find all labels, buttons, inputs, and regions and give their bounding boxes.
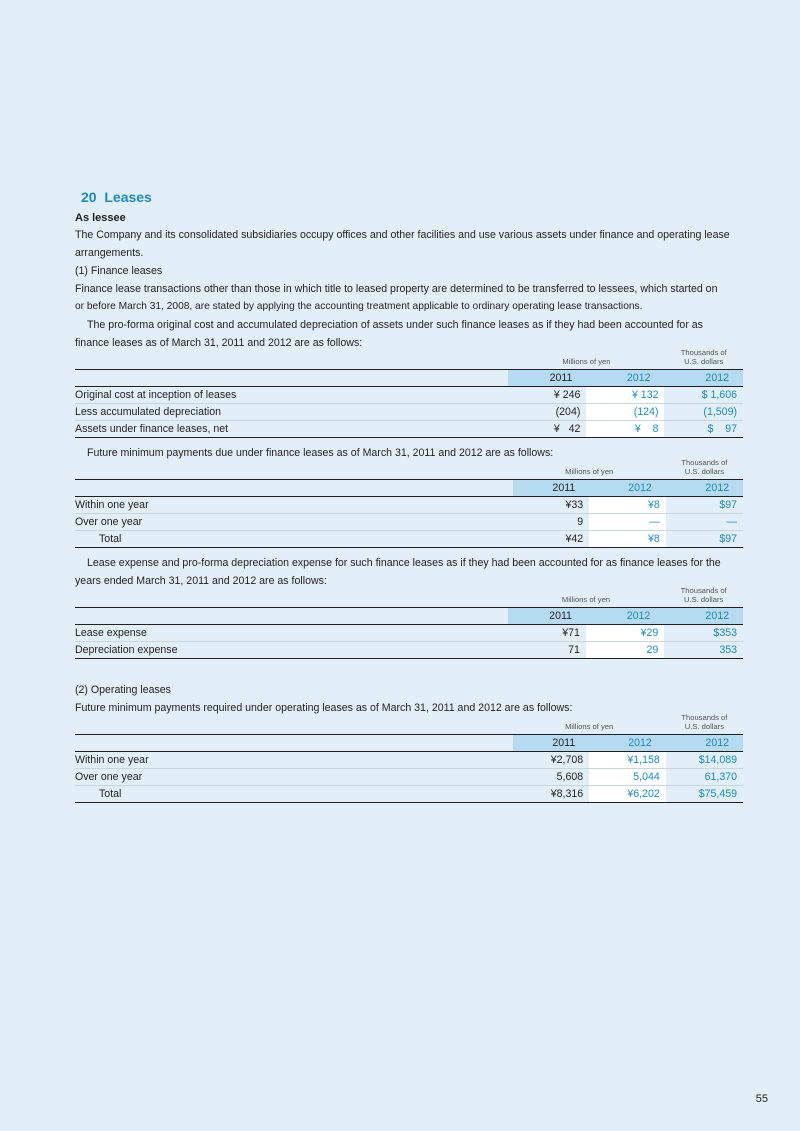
unit-yen: Millions of yen [561, 595, 611, 604]
finance-para-2-line-1: The pro-forma original cost and accumulated depreciation of assets under such finance leases as if they had been accounted for as [87, 319, 703, 331]
year-header: 2012 [664, 370, 743, 387]
unit-usd: Thousands of U.S. dollars [681, 713, 728, 731]
intro-line-1: The Company and its consolidated subsidiaries occupy offices and other facilities and use various assets under finance and operating lease [75, 229, 730, 241]
unit-usd: Thousands of U.S. dollars [680, 586, 727, 604]
finance-para-1-line-1: Finance lease transactions other than those in which title to leased property are determined to be transferred to lessees, which started on [75, 283, 718, 295]
year-header: 2012 [664, 608, 743, 625]
year-header: 2011 [513, 480, 589, 497]
operating-para-1: Future minimum payments required under operating leases as of March 31, 2011 and 2012 are as follows: [75, 702, 573, 714]
leases-section [75, 188, 743, 809]
intro-line-2: arrangements. [75, 247, 144, 259]
unit-usd: Thousands of U.S. dollars [681, 458, 728, 476]
section-title: 20 Leases [81, 189, 152, 205]
year-header: 2012 [666, 735, 743, 752]
table-row: Over one year 9 — — [75, 514, 743, 531]
finance-para-4-line-1: Lease expense and pro-forma depreciation expense for such finance leases as if they had been accounted for as finance leases for the [87, 557, 721, 569]
table-row: Within one year ¥33 ¥8 $97 [75, 497, 743, 514]
finance-para-2-line-2: finance leases as of March 31, 2011 and 2012 are as follows: [75, 337, 363, 349]
year-header: 2011 [508, 608, 586, 625]
operating-lease-payments-table [75, 713, 743, 803]
table-row: Original cost at inception of leases ¥ 246 ¥ 132 $ 1,606 [75, 387, 743, 404]
year-header: 2011 [508, 370, 586, 387]
table-row: Lease expense ¥71 ¥29 $353 [75, 625, 743, 642]
year-header: 2012 [586, 608, 664, 625]
finance-para-4-line-2: years ended March 31, 2011 and 2012 are as follows: [75, 575, 327, 587]
table-row: Depreciation expense 71 29 353 [75, 642, 743, 659]
unit-usd: Thousands of U.S. dollars [680, 348, 727, 366]
finance-lease-payments-table [75, 458, 743, 548]
finance-para-1-line-2: or before March 31, 2008, are stated by applying the accounting treatment applicable to ordinary operating lease transactions. [75, 301, 643, 312]
operating-leases-heading: (2) Operating leases [75, 684, 171, 696]
unit-yen: Millions of yen [565, 467, 614, 476]
total-row: Total ¥8,316 ¥6,202 $75,459 [75, 786, 743, 803]
table-row: Less accumulated depreciation (204) (124) (1,509) [75, 404, 743, 421]
finance-para-3: Future minimum payments due under finance leases as of March 31, 2011 and 2012 are as follows: [87, 447, 554, 459]
lessee-heading: As lessee [75, 212, 126, 224]
table-row: Within one year ¥2,708 ¥1,158 $14,089 [75, 752, 743, 769]
table-row: Assets under finance leases, net ¥ 42 ¥ 8 $ 97 [75, 421, 743, 438]
year-header: 2012 [589, 735, 666, 752]
year-header: 2011 [513, 735, 590, 752]
table-row: Over one year 5,608 5,044 61,370 [75, 769, 743, 786]
total-row: Total ¥42 ¥8 $97 [75, 531, 743, 548]
unit-yen: Millions of yen [562, 357, 611, 366]
lease-expense-table [75, 586, 743, 659]
unit-yen: Millions of yen [565, 722, 614, 731]
year-header: 2012 [586, 370, 664, 387]
year-header: 2012 [589, 480, 666, 497]
page-number: 55 [755, 1093, 768, 1105]
finance-leases-heading: (1) Finance leases [75, 265, 163, 277]
finance-lease-assets-table [75, 348, 743, 438]
year-header: 2012 [666, 480, 743, 497]
